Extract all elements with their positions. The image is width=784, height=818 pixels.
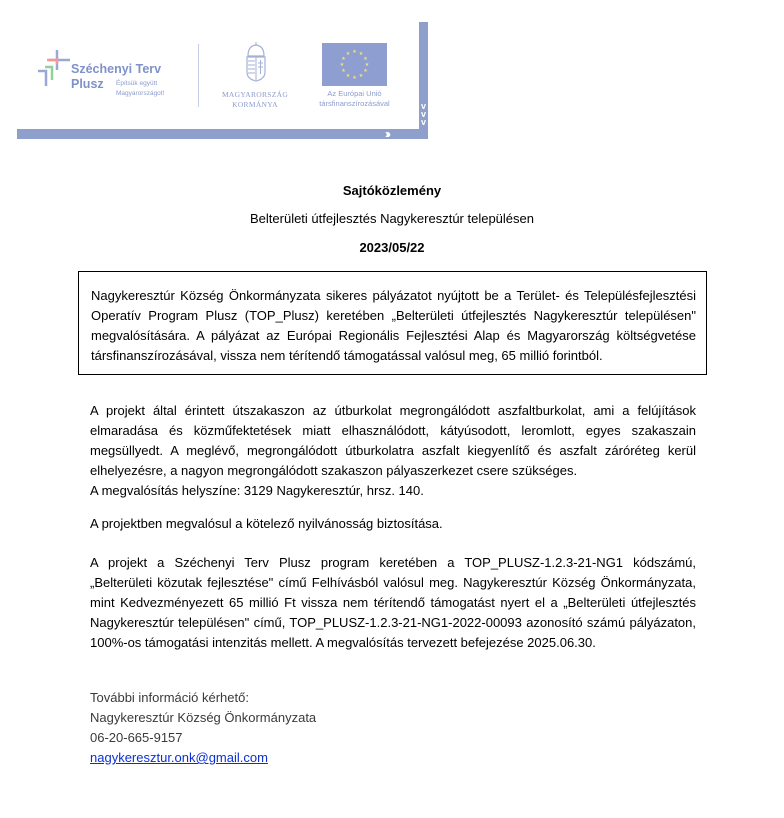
- logo-tagline-line1: Építsük együtt: [116, 80, 158, 87]
- document-heading: Sajtóközlemény: [342, 183, 442, 198]
- government-logo-line1: MAGYARORSZÁG: [221, 90, 289, 99]
- svg-text:★: ★: [363, 68, 368, 74]
- contact-phone: 06-20-665-9157: [90, 730, 183, 745]
- svg-text:★: ★: [364, 62, 370, 68]
- summary-box: [78, 271, 707, 375]
- contact-label: További információ kérhető:: [90, 690, 249, 705]
- contact-section: [90, 688, 316, 768]
- summary-text: Nagykeresztúr Község Önkormányzata sikeres pályázatot nyújtott be a Terület- és Településfejlesztési Operatív Program Plusz (TOP_Plusz) keretében „Belterületi útfejlesztés Nagykeresztúr településen" megvalósítására. A pályázat az Európai Regionális Fejlesztési Alap és Magyarország költségvetése társfinanszírozásával, vissza nem térítendő támogatással valósul meg, 65 millió forintból.: [91, 288, 696, 363]
- svg-text:★: ★: [345, 51, 351, 57]
- project-description-paragraph: A projekt által érintett útszakaszon az útburkolat megrongálódott aszfaltburkolat, ami a felújítások elmaradása és közműfektetések miatt elhasználódott, kátyúsodott, leromlott, egyes szakaszain megsüllyedt. A meglévő, megrongálódott útburkolatra aszfalt kiegyenlítő és aszfalt záróréteg kerül elhelyezésre, a nagyon megrongálódott szakaszon pályaszerkezet csere szükséges.: [90, 403, 696, 478]
- szechenyi-terv-plusz-logo: [37, 48, 197, 108]
- eu-flag-icon: [322, 43, 387, 86]
- chevron-right-icon: ›››: [385, 127, 388, 141]
- svg-text:★: ★: [339, 62, 345, 68]
- eu-logo-line2: társfinanszírozásával: [319, 99, 390, 108]
- logo-name-line1: Széchenyi Terv: [71, 62, 162, 76]
- svg-text:★: ★: [341, 68, 346, 74]
- government-logo-line2: KORMÁNYA: [232, 100, 278, 109]
- szechenyi-cross-icon: [37, 50, 71, 86]
- project-location: A megvalósítás helyszíne: 3129 Nagykeresztúr, hrsz. 140.: [90, 483, 424, 498]
- svg-text:★: ★: [345, 73, 351, 79]
- hungarian-coat-of-arms-icon: [244, 42, 268, 82]
- logo-tagline-line2: Magyarországot!: [116, 90, 165, 97]
- eu-logo-line1: Az Európai Unió: [327, 89, 382, 98]
- svg-text:★: ★: [352, 49, 357, 55]
- svg-text:★: ★: [363, 56, 368, 62]
- document-date: 2023/05/22: [359, 240, 425, 255]
- chevron-down-icon: v: [420, 117, 426, 127]
- publicity-paragraph: A projektben megvalósul a kötelező nyilvánosság biztosítása.: [90, 516, 443, 531]
- contact-email-link[interactable]: nagykeresztur.onk@gmail.com: [90, 750, 268, 765]
- chevron-down-icon: v: [420, 109, 426, 119]
- svg-text:★: ★: [358, 51, 364, 57]
- document-subtitle: Belterületi útfejlesztés Nagykeresztúr településen: [250, 211, 534, 226]
- logo-name-line2: Plusz: [71, 77, 104, 91]
- svg-text:★: ★: [358, 73, 364, 79]
- contact-organization: Nagykeresztúr Község Önkormányzata: [90, 710, 317, 725]
- logo-divider: [198, 44, 199, 107]
- header-banner: [17, 22, 430, 139]
- chevron-down-icon: v: [420, 101, 426, 111]
- svg-text:★: ★: [341, 56, 346, 62]
- svg-text:★: ★: [352, 75, 357, 81]
- funding-details-paragraph: A projekt a Széchenyi Terv Plusz program keretében a TOP_PLUSZ-1.2.3-21-NG1 kódszámú, „Belterületi közutak fejlesztése" című Felhívásból valósul meg. Nagykeresztúr Község Önkormányzata, mint Kedvezményezett 65 millió Ft vissza nem térítendő támogatást nyert el a „Belterületi útfejlesztés Nagykeresztúr településen" című, TOP_PLUSZ-1.2.3-21-NG1-2022-00093 azonosító számú pályázaton, 100%-os támogatási intenzitás mellett. A megvalósítás tervezett befejezése 2025.06.30.: [90, 555, 696, 650]
- banner-bottom-bar: [17, 129, 419, 139]
